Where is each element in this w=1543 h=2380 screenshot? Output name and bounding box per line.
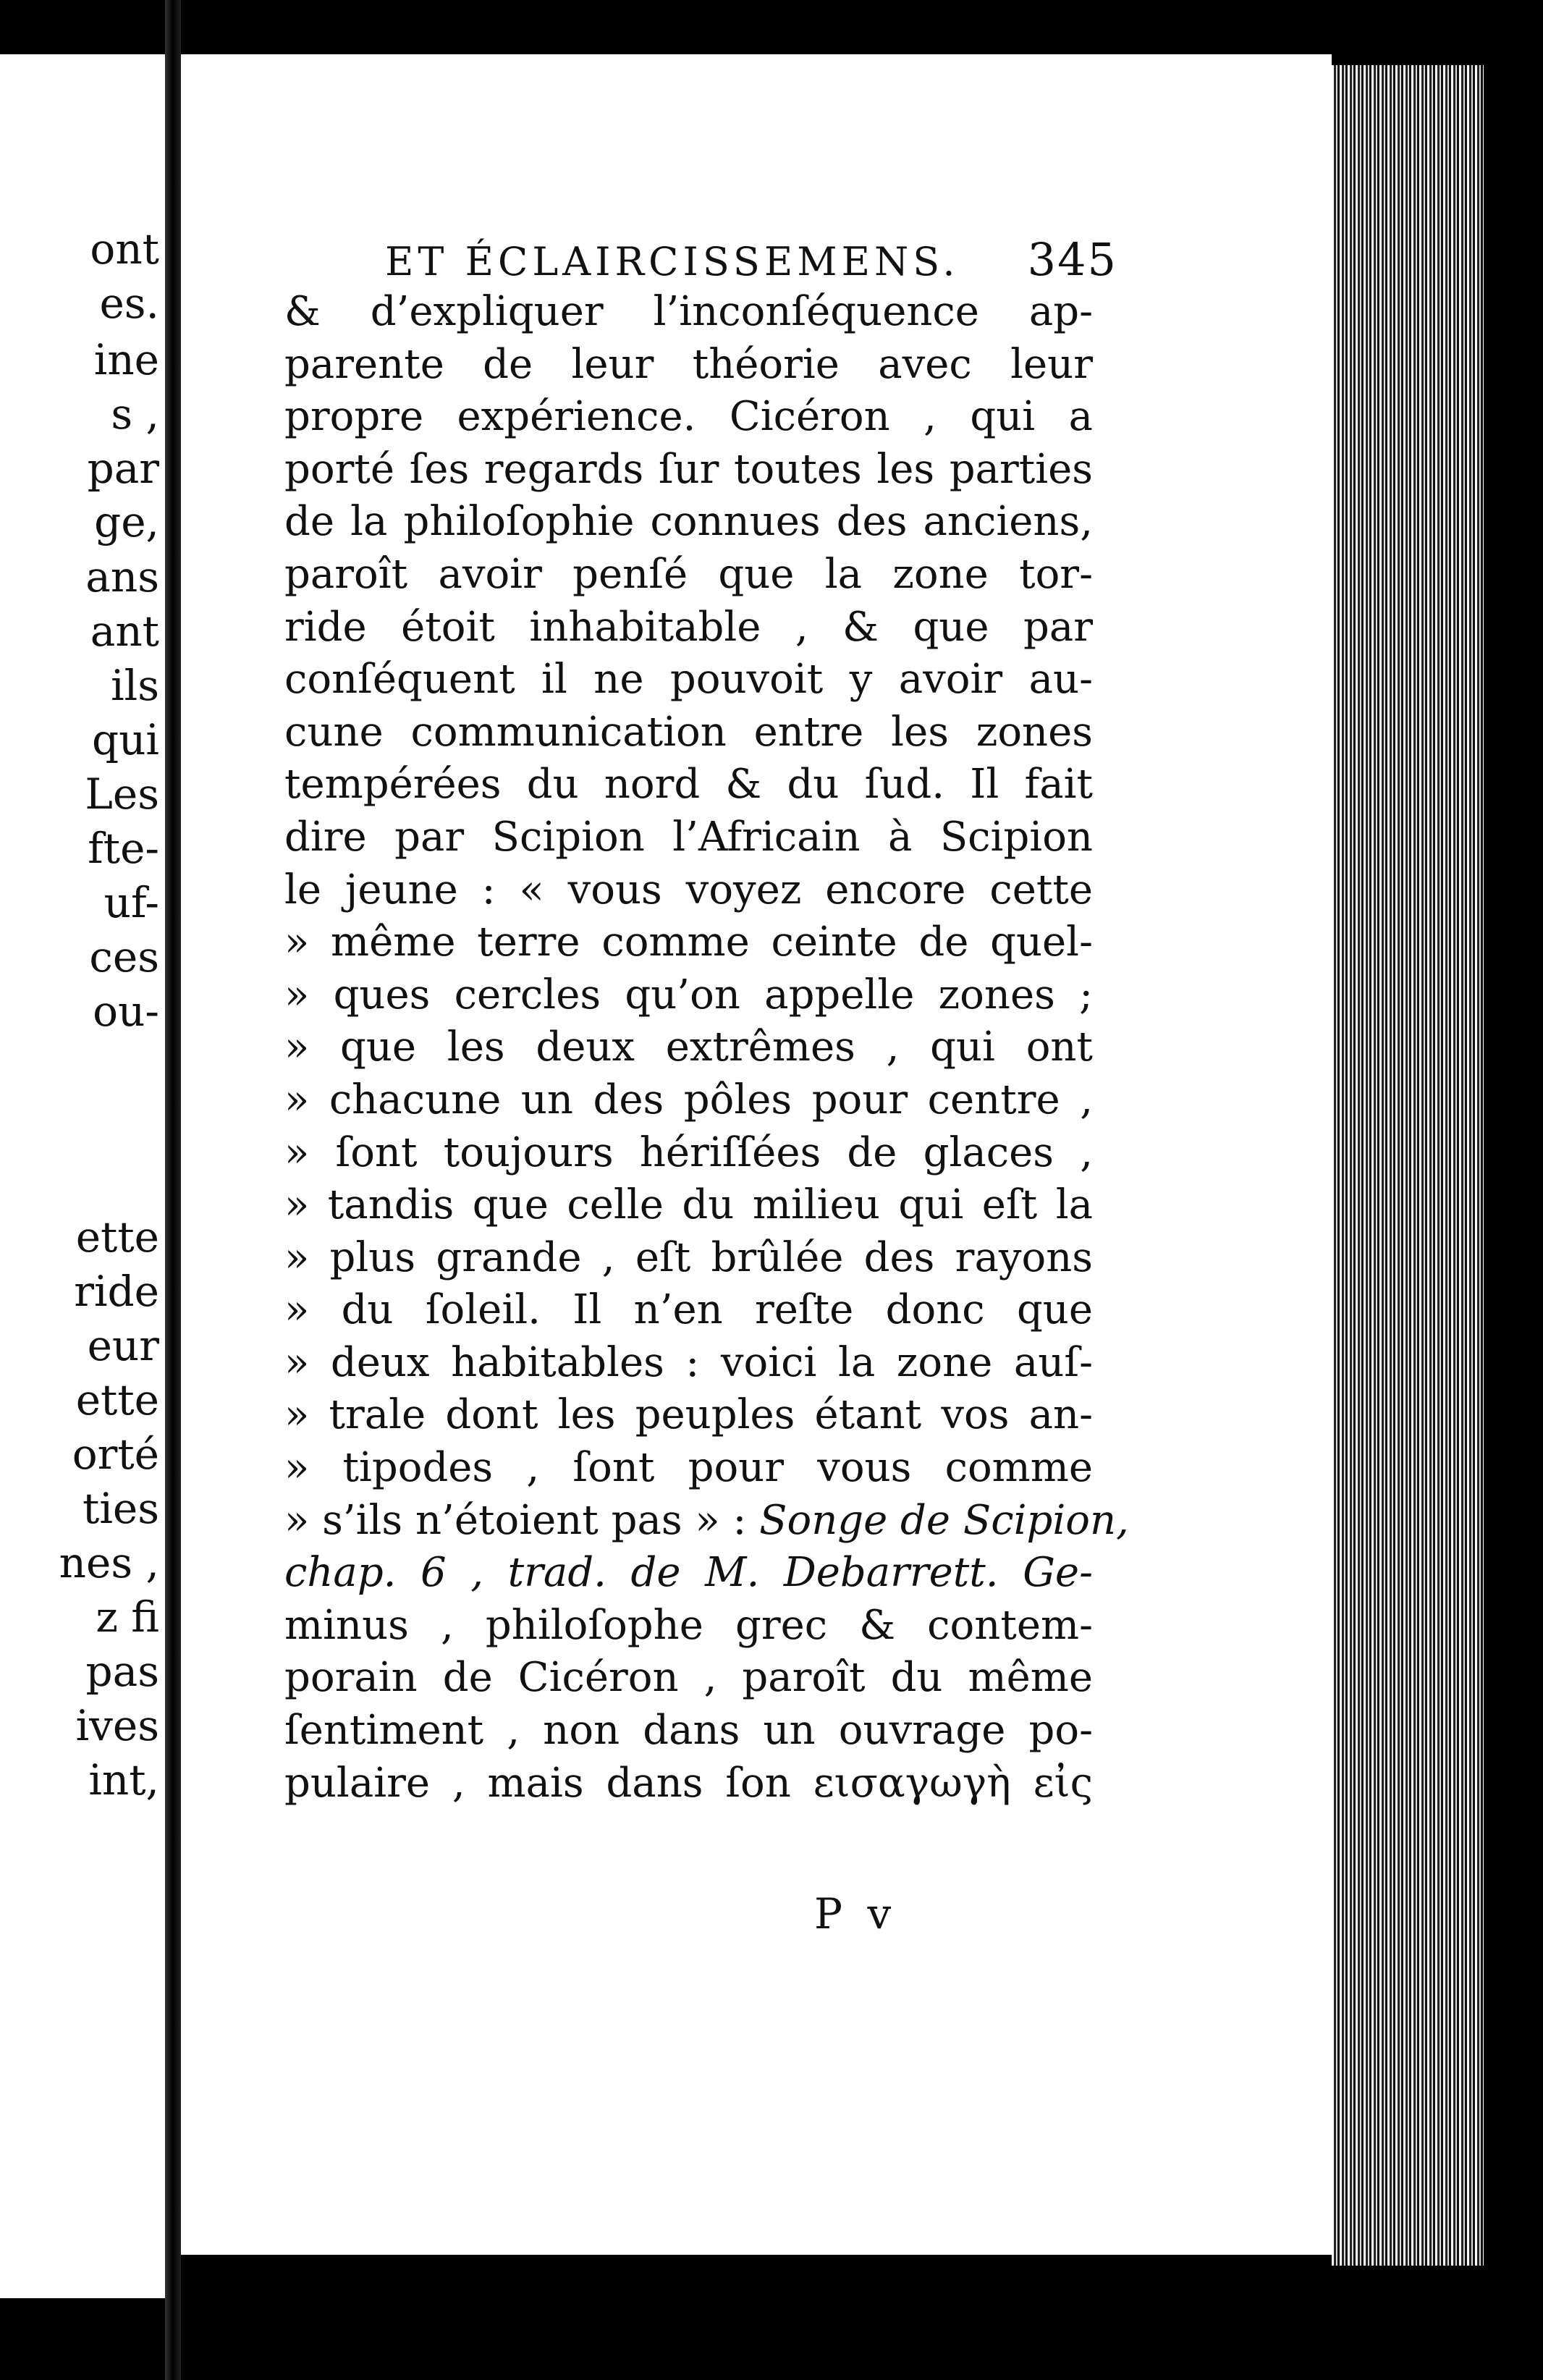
left-page-fragment: ette [75,1375,159,1425]
text-line: » tipodes , ſont pour vous comme [284,1444,1093,1492]
left-page-fragment: ou- [93,987,159,1036]
running-head [385,233,1117,286]
left-page-fragment: eur [87,1321,159,1370]
left-page [0,54,165,2298]
text-line: ſentiment , non dans un ouvrage po- [284,1707,1093,1755]
text-line: porain de Cicéron , paroît du même [284,1654,1093,1702]
text-line: » s’ils n’étoient pas » : Songe de Scipion, [284,1496,1129,1544]
left-page-fragment: orté [72,1430,159,1479]
text-line: » du ſoleil. Il n’en reſte donc que [284,1286,1093,1334]
left-page-fragment: fte- [88,824,159,873]
page-edges [1332,65,1484,2266]
left-page-fragment: uf- [103,878,159,927]
signature-mark: P v [814,1889,897,1938]
left-page-fragment: qui [91,715,159,764]
left-page-fragment: es. [99,279,159,328]
running-head-title: ET ÉCLAIRCISSEMENS. [385,239,960,284]
page-number: 345 [1027,233,1117,286]
text-line: parente de leur théorie avec leur [284,340,1093,388]
text-line: chap. 6 , trad. de M. Debarrett. Ge- [284,1549,1093,1597]
left-page-fragment: ives [75,1701,159,1750]
text-line: tempérées du nord & du ſud. Il fait [284,761,1093,809]
text-line: » tandis que celle du milieu qui eſt la [284,1181,1093,1229]
left-page-fragment: int, [88,1755,159,1805]
text-line: conſéquent il ne pouvoit y avoir au- [284,656,1093,704]
text-line: » deux habitables : voici la zone auſ- [284,1338,1093,1386]
left-page-fragment: ans [85,552,159,602]
text-line: pulaire , mais dans ſon εισαγωγὴ εἰς [284,1759,1093,1807]
text-line: minus , philoſophe grec & contem- [284,1601,1093,1649]
gutter [165,0,181,2380]
left-page-fragment: ils [111,661,159,710]
left-page-fragment: ties [83,1484,159,1533]
left-page-fragment: ge, [94,497,159,547]
left-page-fragment: ont [90,224,159,274]
left-page-fragment: ride [74,1267,159,1316]
text-line: propre expérience. Cicéron , qui a [284,393,1093,441]
text-line: » même terre comme ceinte de quel- [284,919,1093,966]
body-text [284,286,1129,1810]
left-page-fragment: Les [85,769,159,819]
text-line: de la philoſophie connues des anciens, [284,498,1093,546]
text-line: » plus grande , eſt brûlée des rayons [284,1233,1093,1281]
text-line: dire par Scipion l’Africain à Scipion [284,813,1093,861]
left-page-fragment: ant [90,607,159,656]
left-page-fragment: s , [111,389,159,439]
left-page-fragment: ces [89,932,159,982]
left-page-fragment: nes , [59,1538,159,1587]
text-line: » chacune un des pôles pour centre , [284,1076,1093,1123]
text-line: cune communication entre les zones [284,708,1093,756]
left-page-fragment: ette [75,1212,159,1262]
text-line: » ſont toujours hériſſées de glaces , [284,1128,1093,1176]
left-page-fragment: par [87,444,159,493]
text-line: ride étoit inhabitable , & que par [284,603,1093,651]
text-line: porté ſes regards ſur toutes les parties [284,445,1093,493]
text-line: & d’expliquer l’inconſéquence ap- [284,288,1093,335]
text-line: le jeune : « vous voyez encore cette [284,866,1093,913]
text-line: » ques cercles qu’on appelle zones ; [284,971,1093,1018]
text-line: » trale dont les peuples étant vos an- [284,1391,1093,1439]
text-line: paroît avoir penſé que la zone tor- [284,550,1093,598]
left-page-fragment: pas [85,1647,159,1696]
left-page-fragment: z fi [96,1592,159,1642]
left-page-fragment: ine [93,335,159,384]
text-line: » que les deux extrêmes , qui ont [284,1024,1093,1071]
citation: Songe de Scipion, [759,1496,1129,1544]
